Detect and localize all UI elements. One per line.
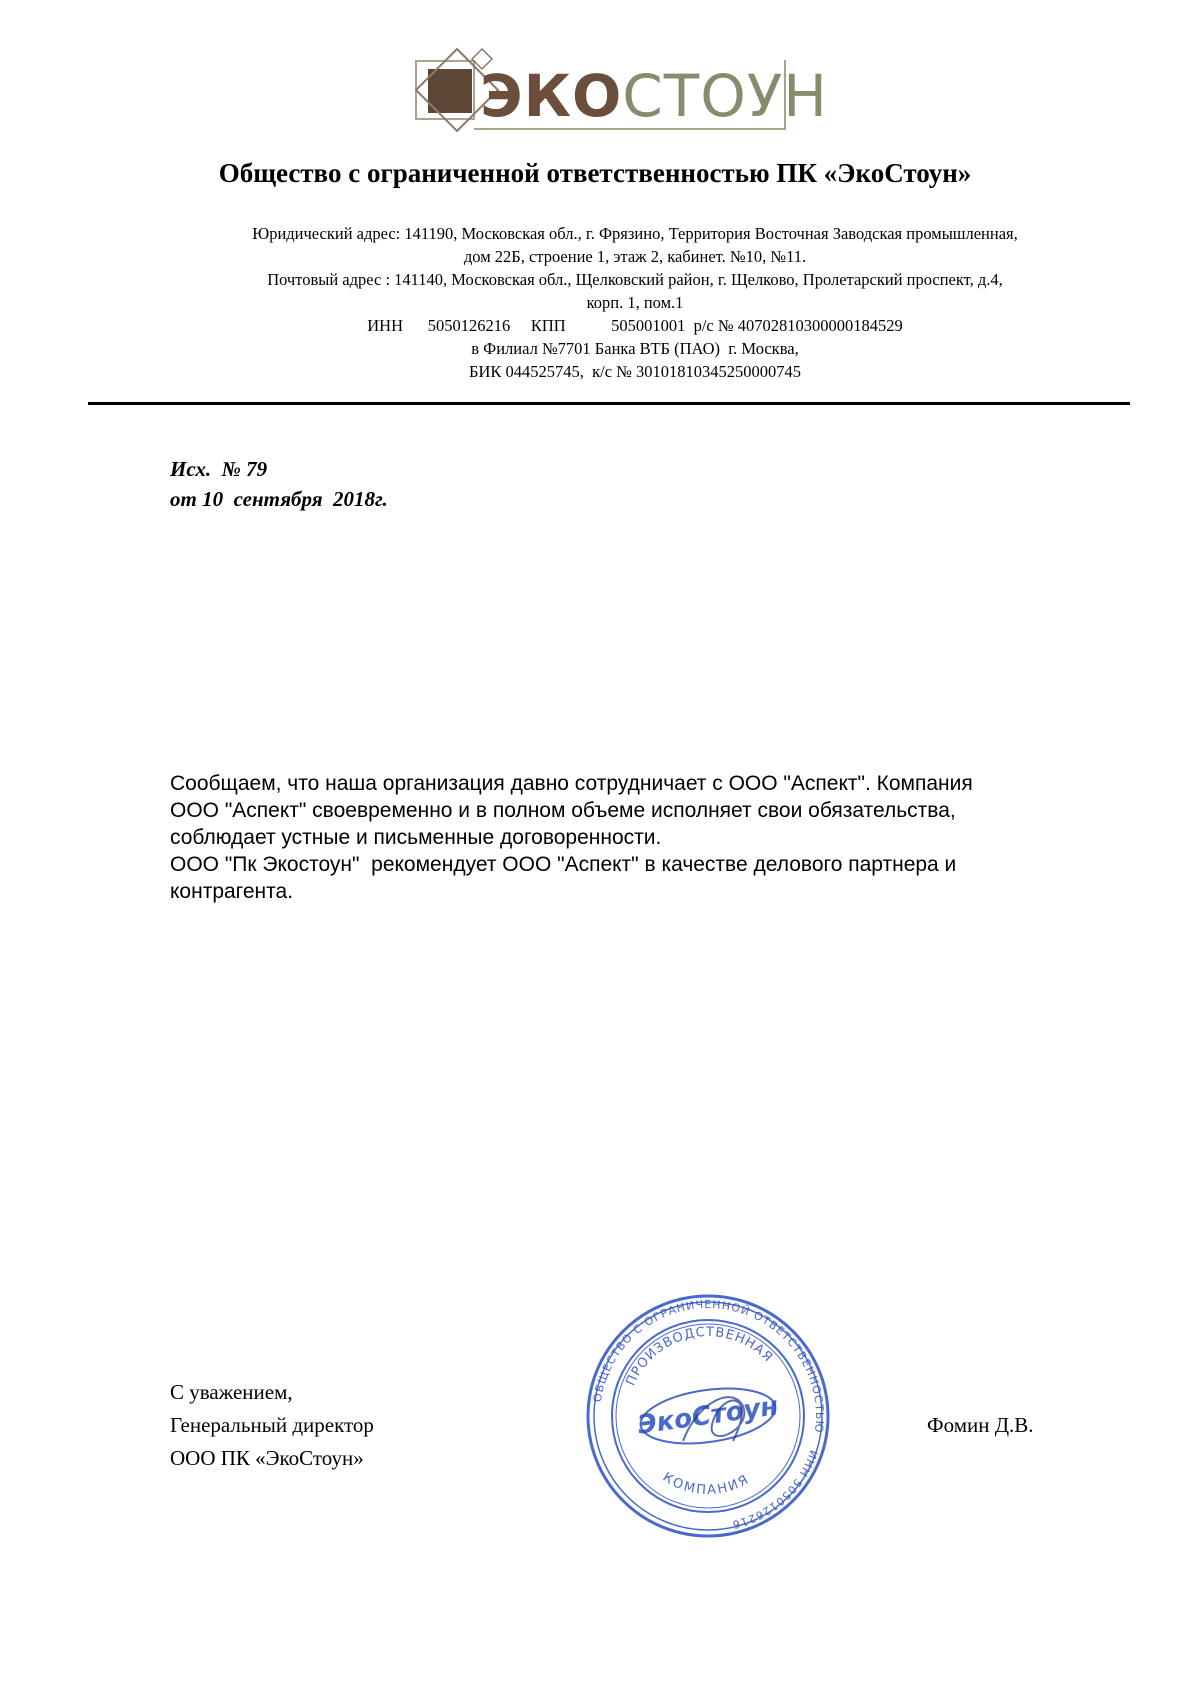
body-line: ООО "Пк Экостоун" рекомендует ООО "Аспект" в качестве делового партнера и — [170, 853, 957, 876]
legal-address-line: Юридический адрес: 141190, Московская обл., г. Фрязино, Территория Восточная Заводская промышленная, — [252, 224, 1018, 243]
svg-text:ЭкоСтоун: ЭкоСтоун — [635, 1391, 781, 1441]
postal-address-line: Почтовый адрес : 141140, Московская обл., Щелковский район, г. Щелково, Пролетарский проспект, д.4, — [267, 270, 1003, 289]
letter-body — [170, 770, 1070, 905]
svg-text:ПРОИЗВОДСТВЕННАЯ: ПРОИЗВОДСТВЕННАЯ — [623, 1324, 776, 1389]
company-seal-stamp — [583, 1291, 833, 1541]
body-line: соблюдает устные и письменные договоренности. — [170, 826, 662, 849]
header-divider — [88, 402, 1130, 405]
postal-address-line-2: корп. 1, пом.1 — [586, 293, 684, 312]
body-line: контрагента. — [170, 880, 294, 903]
svg-text:ОБЩЕСТВО С ОГРАНИЧЕННОЙ ОТВЕТС: ОБЩЕСТВО С ОГРАНИЧЕННОЙ ОТВЕТСТВЕННОСТЬЮ — [590, 1297, 827, 1435]
company-requisites — [150, 222, 1120, 383]
bank-line: в Филиал №7701 Банка ВТБ (ПАО) г. Москва, — [471, 339, 799, 358]
bik-line: БИК 044525745, к/с № 30101810345250000745 — [468, 362, 802, 381]
logo-wordmark: ЭКОСТОУН — [480, 62, 828, 130]
body-line: Сообщаем, что наша организация давно сотрудничает с ООО "Аспект". Компания — [170, 772, 973, 795]
svg-text:ИНН 5050126216: ИНН 5050126216 — [730, 1448, 821, 1532]
signer-name: Фомин Д.В. — [927, 1413, 1034, 1437]
signer-position: Генеральный директор — [170, 1413, 374, 1437]
signer-organization: ООО ПК «ЭкоСтоун» — [170, 1446, 364, 1470]
legal-address-line-2: дом 22Б, строение 1, этаж 2, кабинет. №10, №11. — [463, 247, 807, 266]
svg-text:КОМПАНИЯ: КОМПАНИЯ — [659, 1469, 753, 1499]
company-title: Общество с ограниченной ответственностью ПК «ЭкоСтоун» — [218, 158, 972, 188]
logo-frame-line — [474, 60, 786, 130]
regards-text: С уважением, — [170, 1380, 293, 1404]
signoff-block — [170, 1376, 374, 1475]
outgoing-date: от 10 сентября 2018г. — [170, 487, 388, 511]
body-line: ООО "Аспект" своевременно и в полном объеме исполняет свои обязательства, — [170, 799, 956, 822]
outgoing-number: Исх. № 79 — [170, 457, 268, 481]
tax-ids-line: ИНН 5050126216 КПП 505001001 р/с № 40702810300000184529 — [367, 316, 903, 335]
outgoing-reference — [170, 454, 388, 514]
